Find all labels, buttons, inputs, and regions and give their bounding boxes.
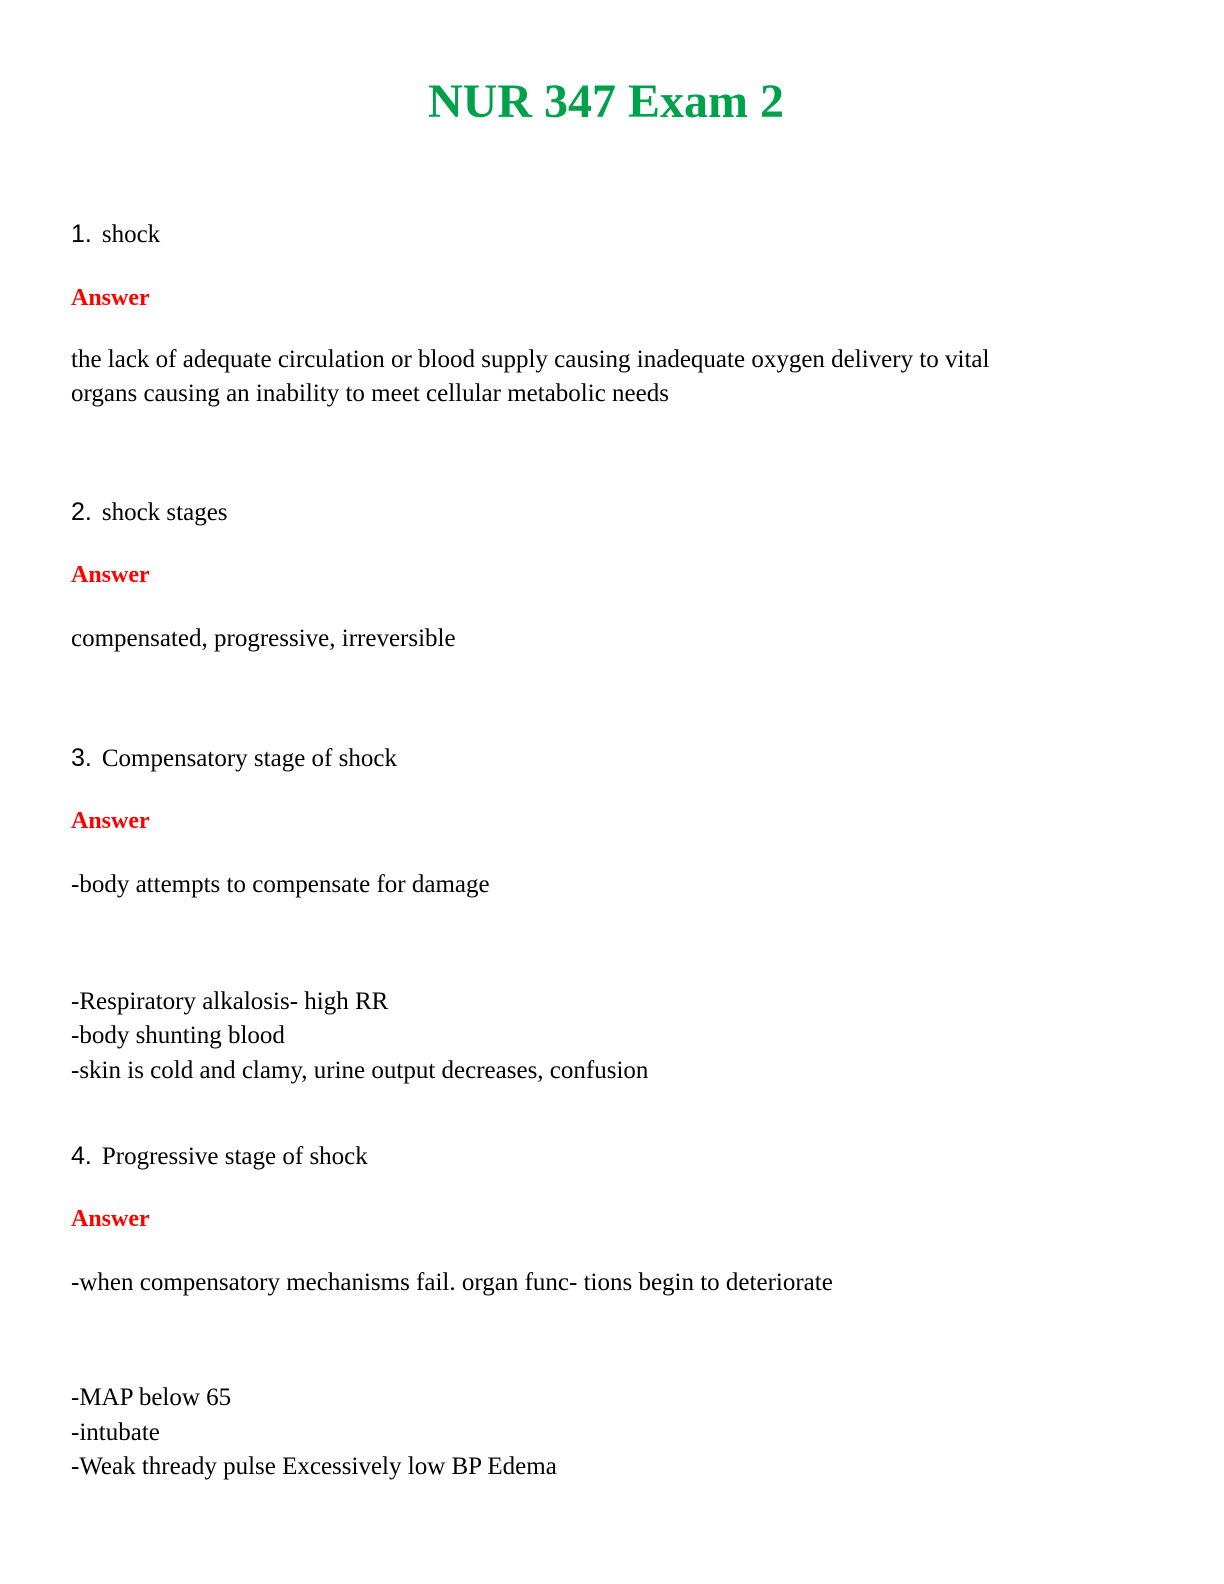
answer-text-line: -body attempts to compensate for damage	[71, 871, 490, 898]
answer-label: Answer	[71, 285, 150, 311]
question-3	[71, 742, 397, 775]
answer-text-line: -Respiratory alkalosis- high RR	[71, 988, 389, 1015]
question-number: 4.	[71, 1142, 92, 1170]
answer-label: Answer	[71, 1206, 150, 1232]
document-title: NUR 347 Exam 2	[428, 75, 784, 128]
question-4	[71, 1140, 368, 1173]
question-text: shock stages	[101, 499, 228, 526]
question-text: Compensatory stage of shock	[101, 745, 397, 772]
question-2	[71, 496, 228, 529]
question-text: shock	[101, 221, 161, 248]
answer-text-line: -Weak thready pulse Excessively low BP Edema	[71, 1453, 557, 1480]
answer-text-line: -MAP below 65	[71, 1384, 232, 1411]
answer-text-line: -body shunting blood	[71, 1022, 285, 1049]
answer-text-line: compensated, progressive, irreversible	[71, 625, 456, 652]
answer-text-line: organs causing an inability to meet cellular metabolic needs	[71, 380, 669, 407]
answer-text-line: -intubate	[71, 1419, 160, 1446]
question-text: Progressive stage of shock	[101, 1143, 368, 1170]
question-1	[71, 218, 160, 251]
answer-label: Answer	[71, 562, 150, 588]
question-number: 2.	[71, 498, 92, 526]
answer-text-line: -skin is cold and clamy, urine output decreases, confusion	[71, 1057, 649, 1084]
answer-label: Answer	[71, 808, 150, 834]
question-number: 1.	[71, 220, 92, 248]
answer-text-line: -when compensatory mechanisms fail. organ func- tions begin to deteriorate	[71, 1269, 833, 1296]
question-number: 3.	[71, 744, 92, 772]
answer-text-line: the lack of adequate circulation or blood supply causing inadequate oxygen delivery to vital	[71, 346, 990, 373]
